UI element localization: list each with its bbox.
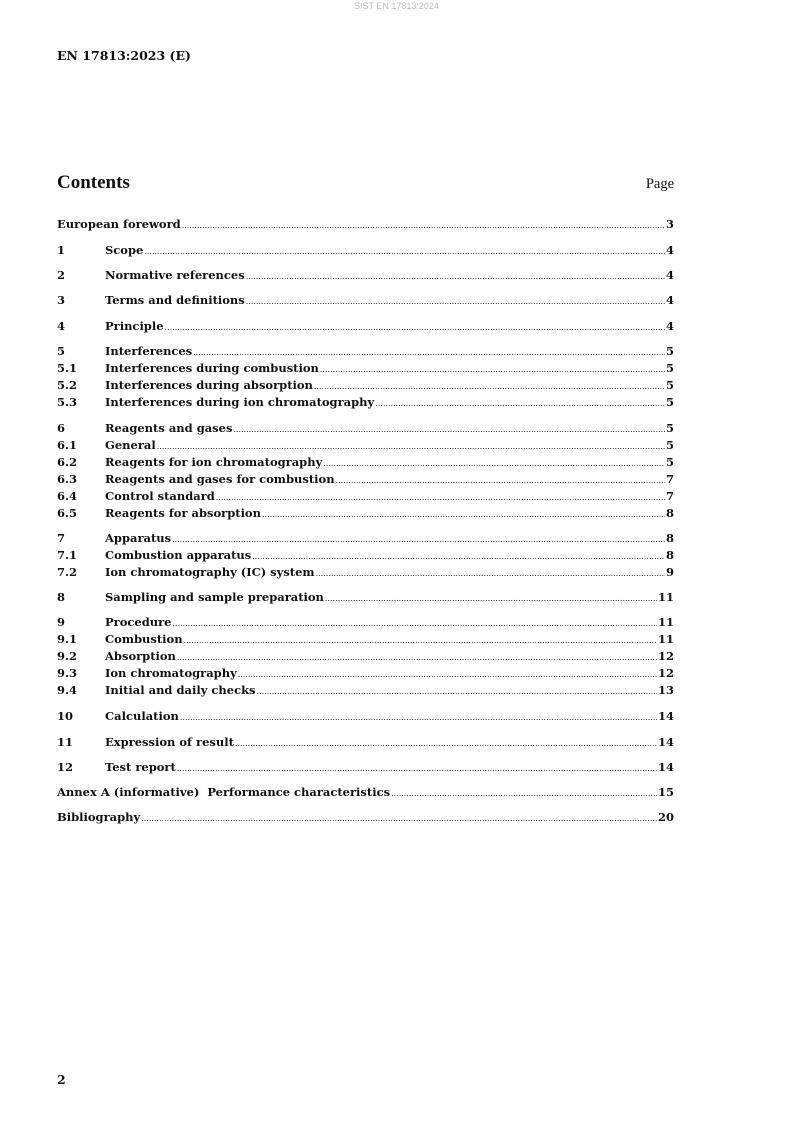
toc-title: Expression of result: [105, 735, 234, 749]
toc-page: 14: [657, 709, 674, 723]
toc-number: 6: [57, 421, 66, 435]
toc-entry[interactable]: [57, 454, 674, 471]
toc-leader: [144, 242, 665, 260]
toc-number: 6.1: [57, 438, 78, 452]
toc-leader: [235, 734, 657, 752]
toc-leader: [157, 437, 665, 455]
toc-entry[interactable]: [57, 360, 674, 377]
toc-number: 6.4: [57, 489, 78, 503]
toc-entry[interactable]: [57, 682, 674, 699]
toc-entry[interactable]: [57, 734, 674, 751]
toc-leader: [193, 343, 665, 361]
toc-number: 5.1: [57, 361, 78, 375]
toc-leader: [320, 360, 665, 378]
toc-title: Procedure: [105, 615, 172, 629]
toc-page: 9: [665, 565, 674, 579]
toc-entry[interactable]: [57, 564, 674, 581]
toc-number: 2: [57, 268, 66, 282]
toc-entry[interactable]: [57, 759, 674, 776]
toc-entry[interactable]: [57, 343, 674, 360]
toc-number: 7: [57, 531, 66, 545]
toc-leader: [323, 454, 665, 472]
toc-page: 5: [665, 395, 674, 409]
toc-page: 5: [665, 438, 674, 452]
toc-number: 6.2: [57, 455, 78, 469]
toc-title: Interferences during absorption: [105, 378, 313, 392]
toc-leader: [262, 505, 665, 523]
toc-leader: [184, 631, 657, 649]
toc-entry[interactable]: [57, 589, 674, 606]
toc-number: 7.2: [57, 565, 78, 579]
toc-entry[interactable]: [57, 437, 674, 454]
toc-title: Test report: [105, 760, 176, 774]
toc-leader: [252, 547, 665, 565]
toc-entry[interactable]: [57, 505, 674, 522]
toc-page: 7: [665, 489, 674, 503]
toc-leader: [172, 530, 665, 548]
toc-entry[interactable]: [57, 547, 674, 564]
toc-page: 4: [665, 293, 674, 307]
toc-title: Combustion apparatus: [105, 548, 252, 562]
toc-page: 14: [657, 760, 674, 774]
toc-number: 12: [57, 760, 74, 774]
toc-page: 12: [657, 666, 674, 680]
toc-title: Annex A (informative) Performance characteristics: [57, 785, 391, 799]
toc-entry[interactable]: [57, 809, 674, 826]
toc-leader: [316, 564, 665, 582]
toc-entry[interactable]: [57, 377, 674, 394]
toc-page: 14: [657, 735, 674, 749]
toc-page: 4: [665, 243, 674, 257]
toc-title: Ion chromatography (IC) system: [105, 565, 315, 579]
toc-entry[interactable]: [57, 267, 674, 284]
toc-title: Ion chromatography: [105, 666, 237, 680]
toc-title: Absorption: [105, 649, 176, 663]
document-id: EN 17813:2023 (E): [57, 48, 191, 63]
toc-title: Reagents for ion chromatography: [105, 455, 323, 469]
toc-entry[interactable]: [57, 471, 674, 488]
watermark: SIST EN 17813:2024: [354, 1, 439, 11]
toc-number: 1: [57, 243, 66, 257]
toc-title: Normative references: [105, 268, 245, 282]
toc-leader: [238, 665, 657, 683]
toc-title: Apparatus: [105, 531, 172, 545]
toc-entry[interactable]: [57, 420, 674, 437]
toc-title: Sampling and sample preparation: [105, 590, 324, 604]
toc-entry[interactable]: [57, 648, 674, 665]
toc-number: 4: [57, 319, 66, 333]
toc-entry[interactable]: [57, 665, 674, 682]
toc-title: Interferences during ion chromatography: [105, 395, 375, 409]
toc-number: 8: [57, 590, 66, 604]
toc-page: 8: [665, 548, 674, 562]
toc-title: Reagents for absorption: [105, 506, 261, 520]
toc-number: 9: [57, 615, 66, 629]
toc-page: 11: [657, 632, 674, 646]
toc-entry[interactable]: [57, 242, 674, 259]
toc-title: Interferences during combustion: [105, 361, 319, 375]
toc-number: 5: [57, 344, 66, 358]
toc-page: 12: [657, 649, 674, 663]
page-number: 2: [57, 1072, 66, 1087]
toc-title: Interferences: [105, 344, 193, 358]
toc-leader: [314, 377, 665, 395]
toc-entry[interactable]: [57, 784, 674, 801]
toc-number: 6.5: [57, 506, 78, 520]
toc-page: 4: [665, 319, 674, 333]
toc-leader: [141, 809, 657, 827]
toc-entry[interactable]: [57, 318, 674, 335]
contents-title: Contents: [57, 172, 130, 193]
toc-title: Reagents and gases: [105, 421, 233, 435]
toc-title: Reagents and gases for combustion: [105, 472, 335, 486]
toc-title: Scope: [105, 243, 144, 257]
toc-page: 13: [657, 683, 674, 697]
toc-leader: [172, 614, 657, 632]
toc-title: Combustion: [105, 632, 183, 646]
toc-entry[interactable]: [57, 708, 674, 725]
toc-entry[interactable]: [57, 216, 674, 233]
toc-leader: [325, 589, 657, 607]
toc-page: 8: [665, 531, 674, 545]
toc-number: 5.3: [57, 395, 78, 409]
toc-number: 3: [57, 293, 66, 307]
toc-page: 5: [665, 361, 674, 375]
toc-leader: [257, 682, 657, 700]
toc-title: Terms and definitions: [105, 293, 245, 307]
toc-leader: [165, 318, 665, 336]
toc-entry[interactable]: [57, 488, 674, 505]
toc-page: 5: [665, 344, 674, 358]
toc-leader: [391, 784, 657, 802]
toc-leader: [216, 488, 665, 506]
toc-leader: [182, 216, 665, 234]
toc-entry[interactable]: [57, 292, 674, 309]
toc-number: 5.2: [57, 378, 78, 392]
toc-page: 5: [665, 455, 674, 469]
toc-number: 9.2: [57, 649, 78, 663]
toc-leader: [246, 267, 665, 285]
toc-number: 7.1: [57, 548, 78, 562]
toc-title: European foreword: [57, 217, 181, 231]
toc-leader: [177, 648, 657, 666]
toc-number: 9.1: [57, 632, 78, 646]
toc-page: 11: [657, 615, 674, 629]
toc-title: Calculation: [105, 709, 179, 723]
toc-page: 20: [657, 810, 674, 824]
toc-page: 7: [665, 472, 674, 486]
toc-title: Initial and daily checks: [105, 683, 256, 697]
toc-title: Bibliography: [57, 810, 141, 824]
toc-page: 15: [657, 785, 674, 799]
toc-page: 3: [665, 217, 674, 231]
toc-number: 6.3: [57, 472, 78, 486]
toc-entry[interactable]: [57, 614, 674, 631]
toc-page: 8: [665, 506, 674, 520]
toc-number: 10: [57, 709, 74, 723]
toc-title: General: [105, 438, 156, 452]
page-column-label: Page: [645, 176, 674, 192]
toc-leader: [233, 420, 665, 438]
toc-leader: [180, 708, 657, 726]
toc-leader: [177, 759, 657, 777]
toc-entry[interactable]: [57, 631, 674, 648]
toc-page: 11: [657, 590, 674, 604]
toc-entry[interactable]: [57, 394, 674, 411]
toc-number: 9.3: [57, 666, 78, 680]
toc-title: Control standard: [105, 489, 215, 503]
toc-page: 5: [665, 421, 674, 435]
toc-number: 11: [57, 735, 74, 749]
toc-leader: [375, 394, 665, 412]
toc-entry[interactable]: [57, 530, 674, 547]
toc-leader: [246, 292, 665, 310]
toc-page: 5: [665, 378, 674, 392]
toc-number: 9.4: [57, 683, 78, 697]
toc-leader: [336, 471, 665, 489]
toc-title: Principle: [105, 319, 164, 333]
toc-page: 4: [665, 268, 674, 282]
